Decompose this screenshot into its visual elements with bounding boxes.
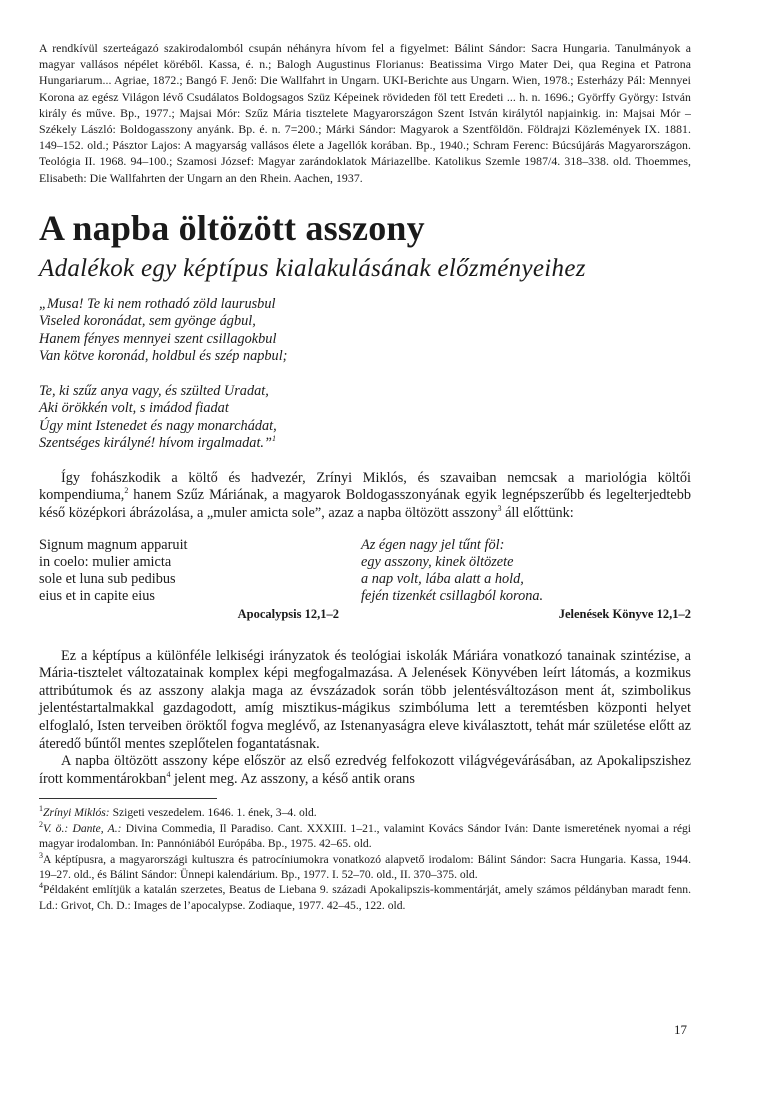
footnote-text: Szigeti veszedelem. 1646. 1. ének, 3–4. old. (109, 806, 317, 820)
poem-line: Úgy mint Istenedet és nagy monarchádat, (39, 417, 277, 434)
footnote-author: V. ö.: Dante, A.: (43, 821, 122, 835)
footnote-marker: 2 (124, 486, 129, 496)
hungarian-line: egy asszony, kinek öltözete (361, 553, 514, 570)
hungarian-reference: Jelenések Könyve 12,1–2 (558, 607, 691, 622)
footnote-text: képtípusra, a magyarországi kultuszra és patrocíniumokra vonatkozó alapvető irodalom: Bálint Sándor: Sacra Hungaria. Kassa, 1944. 19–27. old., és Bálint Sándor: Ünnepi kalendárium. Bp., 1977. I. 52–70. old., II. 370–375. old. (39, 852, 691, 881)
body-paragraph-3 (39, 753, 691, 788)
poem-line: Van kötve koronád, holdbul és szép napbul; (39, 348, 288, 365)
poem-line (39, 435, 691, 453)
hungarian-column (361, 537, 691, 624)
footnote-author: Zrínyi Miklós: (43, 806, 110, 820)
body-paragraph-2: Ez a képtípus a különféle lelkiségi irányzatok és teológiai iskolák Máriára vonatkozó tanainak szintézise, a Mária-tisztelet változatainak komplex képi megfogalmazása. A Jelenések Könyvében leírt látomás, a kozmikus attribútumok és az asszony alakja maga az évszázadok során több jelentésváltozáson ment át, szimbolikus jelentéstartalmakkal gazdagodott, amíg misztikus-mágikus szimbóluma lett a teremtésben központi helyet elfoglaló, Isten terveiben öröktől fogva meglévő, az Istenanyaságra eleve kiválasztott, tehát már születése előtt az áteredő bűntől mentes szeplőtelen fogantatásnak. (39, 647, 691, 752)
page-content (39, 40, 691, 913)
footnote-author: A (43, 852, 51, 866)
poem-quote (39, 296, 691, 453)
footnote-number: 2 (39, 819, 43, 829)
footnote-number: 4 (39, 881, 43, 891)
article-title: A napba öltözött asszony (39, 207, 425, 248)
poem-line: Aki örökkén volt, s imádod fiadat (39, 400, 229, 417)
paragraph-text: A napba öltözött asszony képe először az első ezredvég felfokozott világvégevárásában, az Apokalipszishez írott kommentárokban (39, 753, 691, 787)
footnote-marker: 4 (166, 770, 171, 780)
paragraph-text: jelent meg. Az asszony, a késő antik orans (170, 770, 415, 787)
page-number: 17 (674, 1022, 687, 1037)
poem-line-text: Szentséges királyné! hívom irgalmadat.” (39, 435, 272, 452)
latin-line: in coelo: mulier amicta (39, 553, 172, 570)
paragraph-text: hanem Szűz Máriának, a magyarok Boldogasszonyának egyik legnépszerűbb és legelterjedtebb késő középkori ábrázolása, a „muler amicta sole”, azaz a napba öltözött asszony (39, 487, 691, 522)
paragraph-text: áll előttünk: (501, 505, 574, 522)
footnote (39, 882, 691, 913)
footnote-text: Divina Commedia, Il Paradiso. Cant. XXXIII. 1–21., valamint Kovács Sándor Iván: Dante ismeretének nyomai a régi magyar irodalomban. In: Pannóniából Európába. Bp., 1975. 42–65. old. (39, 821, 691, 851)
poem-line: Hanem fényes mennyei szent csillagokbul (39, 330, 277, 347)
footnote (39, 821, 691, 852)
footnote (39, 852, 691, 883)
footnote-marker: 3 (497, 504, 502, 514)
poem-stanza-2 (39, 383, 691, 453)
scripture-quote (39, 537, 691, 624)
poem-line: Te, ki szűz anya vagy, és szülted Uradat, (39, 382, 269, 399)
footnote (39, 805, 691, 820)
latin-line: eius et in capite eius (39, 588, 155, 605)
reference-list (39, 40, 691, 186)
footnotes (39, 805, 691, 913)
hungarian-line: Az égen nagy jel tűnt föl: (361, 536, 505, 553)
latin-column (39, 537, 339, 624)
paragraph-text: Így fohászkodik a költő és hadvezér, Zrínyi Miklós, és szavaiban nemcsak a mariológia költői kompendiuma, (39, 469, 691, 504)
hungarian-line: a nap volt, lába alatt a hold, (361, 571, 524, 588)
footnote-marker: 1 (271, 434, 276, 444)
hungarian-line: fején tizenkét csillagból korona. (361, 588, 544, 605)
footnote-number: 3 (39, 850, 43, 860)
latin-line: Signum magnum apparuit (39, 536, 188, 553)
footnote-author: Példaként (43, 883, 89, 897)
poem-line: „Musa! Te ki nem rothadó zöld laurusbul (39, 295, 276, 312)
latin-reference: Apocalypsis 12,1–2 (237, 607, 339, 622)
article-subtitle: Adalékok egy képtípus kialakulásának előzményeihez (39, 254, 586, 282)
body-paragraph-1 (39, 470, 691, 523)
footnote-text: említjük a katalán szerzetes, Beatus de Liebana 9. századi Apokalipszis-kommentárját, amely számos példányban maradt fenn. Ld.: Grivot, Ch. D.: Images de l’apocalypse. Zodiaque, 1977. 42–45., 122. old. (39, 883, 691, 912)
footnote-number: 1 (39, 804, 43, 814)
poem-line: Viseled koronádat, sem gyönge ágbul, (39, 313, 256, 330)
reference-paragraph: A rendkívül szerteágazó szakirodalomból csupán néhányra hívom fel a figyelmet: Bálint Sándor: Sacra Hungaria. Tanulmányok a magyar vallásos népélet köréből. Kassa, é. n.; Balogh Augustinus Florianus: Beatissima Virgo Mater Dei, qua Regina et Patrona Hungariarum... Agriae, 1872.; Bangó F. Jenő: Die Wallfahrt in Ungarn. UKI-Berichte aus Ungarn. Wien, 1978.; Esterházy Pál: Mennyei Korona az egész Világon lévő Csudálatos Boldogsagos Szüz Képeinek rövideden föl tett Eredeti ... h. n. 1696.; Györffy György: István király és műve. Bp., 1977.; Majsai Mór: Szűz Mária tisztelete Magyarországon Szent István királytól napjainkig. in: Majsai Mór – Székely László: Boldogasszony anyánk. Bp. é. n. 7=200.; Márki Sándor: Magyarok a Szentföldön. Földrajzi Közlemények IX. 1881. 149–152. old.; Pásztor Lajos: A magyarság vallásos élete a Jagellók korában. Bp., 1940.; Schram Ferenc: Búcsújárás Magyarországon. Teológia II. 1968. 94–100.; Szamosi József: Magyar zarándoklatok Máriazellbe. Katolikus Szemle 1987/4. 318–338. old. Thoemmes, Elisabeth: Die Wallfahrten der Ungarn an den Rhein. Aachen, 1937. (39, 41, 691, 185)
footnote-divider (39, 798, 217, 799)
poem-stanza-1 (39, 296, 691, 366)
latin-line: sole et luna sub pedibus (39, 571, 176, 588)
